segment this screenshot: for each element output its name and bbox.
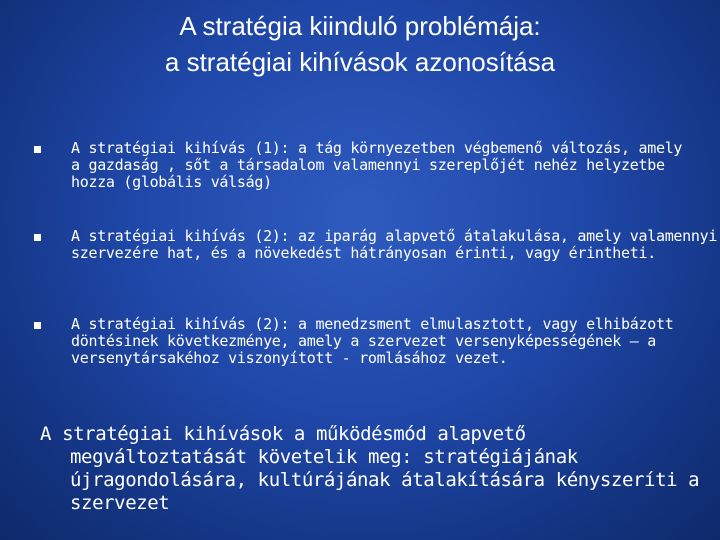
- bullet-text-2: A stratégiai kihívás (2): az iparág alapvető átalakulása, amely valamennyi szervezére hat, és a növekedést hátrányosan érinti, vagy érintheti.: [71, 227, 718, 262]
- conclusion-text: A stratégiai kihívások a működésmód alapvető megváltoztatását követelik meg: stratégiájának újragondolására, kultúrájának átalakítására kényszeríti a szervezet: [40, 423, 700, 514]
- bullet-text-1: A stratégiai kihívás (1): a tág környezetben végbemenő változás, amely a gazdaság , sőt a társadalom valamennyi szereplőjét nehéz helyzetbe hozza (globális válság): [71, 139, 683, 191]
- bullet-item-3: [34, 316, 720, 367]
- square-bullet-icon: [34, 234, 41, 241]
- slide-title-line-1: A stratégia kiinduló problémája:: [179, 11, 541, 41]
- bullet-item-1: [34, 140, 684, 191]
- bullet-text-3: A stratégiai kihívás (2): a menedzsment elmulasztott, vagy elhibázott döntésinek következménye, amely a szervezet versenyképességének – a versenytársakéhoz viszonyított - romlásához vezet.: [71, 315, 674, 367]
- bullet-item-2: [34, 228, 720, 262]
- square-bullet-icon: [34, 146, 41, 153]
- slide-title: [60, 8, 660, 80]
- bullet-list: [34, 139, 718, 367]
- square-bullet-icon: [34, 322, 41, 329]
- slide-title-line-2: a stratégiai kihívások azonosítása: [164, 47, 556, 77]
